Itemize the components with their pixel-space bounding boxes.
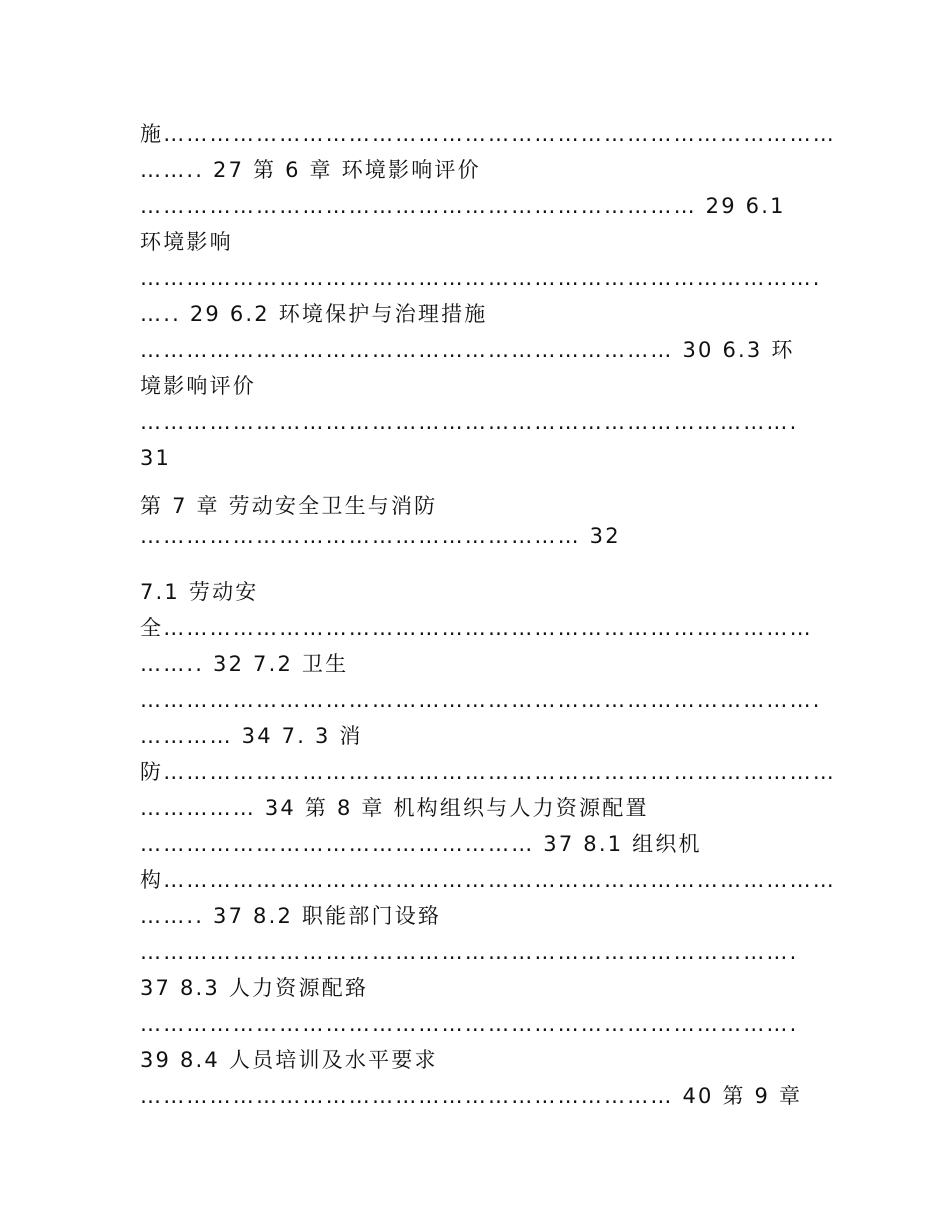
toc-line: …………………………………………………………… 30 6.3 环 (140, 338, 795, 362)
toc-line: 防…………………………………………………………………………… (140, 760, 836, 784)
toc-line: …………………………………………………………… 40 第 9 章 (140, 1084, 803, 1108)
toc-line: 境影响评价 (140, 374, 256, 398)
toc-line: 构…………………………………………………………………………… (140, 868, 836, 892)
toc-line: 7.1 劳动安 (140, 580, 259, 604)
toc-line: 39 8.4 人员培训及水平要求 (140, 1048, 438, 1072)
toc-line: …….. 37 8.2 职能部门设臵 (140, 904, 442, 928)
toc-line: ………………………………………………… 32 (140, 524, 621, 548)
toc-line: …….. 32 7.2 卫生 (140, 652, 349, 676)
toc-line: …………… 34 第 8 章 机构组织与人力资源配置 (140, 796, 649, 820)
toc-line: ……………………………………………………………………………. (140, 266, 822, 290)
toc-line: …………………………………………… 37 8.1 组织机 (140, 832, 702, 856)
toc-line: ……………………………………………………………………………. (140, 688, 822, 712)
toc-line: 环境影响 (140, 230, 233, 254)
toc-line: …………………………………………………………………………. (140, 1012, 799, 1036)
toc-line: …………………………………………………………………………. (140, 940, 799, 964)
toc-line: 31 (140, 446, 172, 470)
toc-line: ………… 34 7. 3 消 (140, 724, 363, 748)
toc-line: …………………………………………………………………………. (140, 410, 799, 434)
toc-line: 37 8.3 人力资源配臵 (140, 976, 369, 1000)
toc-line: 第 7 章 劳动安全卫生与消防 (140, 494, 438, 518)
toc-line: ….. 29 6.2 环境保护与治理措施 (140, 302, 488, 326)
toc-line: ……………………………………………………………… 29 6.1 (140, 194, 786, 218)
toc-line: 全………………………………………………………………………… (140, 616, 813, 640)
toc-line: …….. 27 第 6 章 环境影响评价 (140, 158, 481, 182)
toc-line: 施…………………………………………………………………………… (140, 122, 836, 146)
